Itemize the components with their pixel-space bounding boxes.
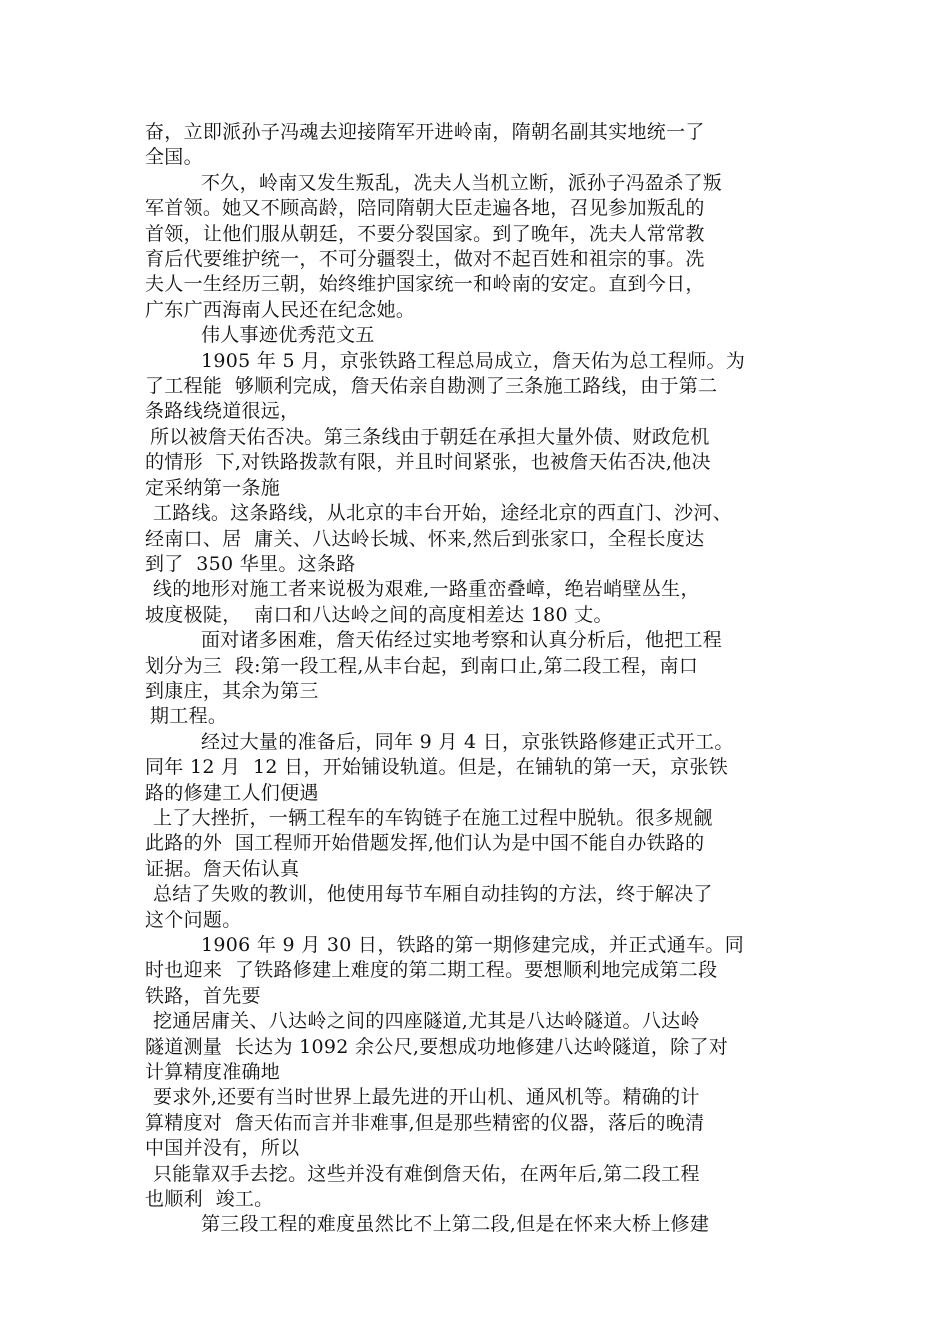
text-line: 上了大挫折，一辆工程车的车钩链子在施工过程中脱轨。很多规觎	[153, 806, 713, 829]
text-line: 首领，让他们服从朝廷，不要分裂国家。到了晚年，冼夫人常常教	[145, 222, 705, 245]
text-line: 坡度极陡， 南口和八达岭之间的高度相差达 180 丈。	[145, 603, 613, 626]
text-line: 所以被詹天佑否决。第三条线由于朝廷在承担大量外债、财政危机	[150, 425, 710, 448]
text-line: 1906 年 9 月 30 日，铁路的第一期修建完成，并正式通车。同	[201, 934, 745, 956]
text-line: 挖通居庸关、八达岭之间的四座隧道,尤其是八达岭隧道。八达岭	[153, 1010, 700, 1033]
text-line: 划分为三 段:第一段工程,从丰台起，到南口止,第二段工程，南口	[145, 654, 699, 677]
text-line: 了工程能 够顺利完成，詹天佑亲自勘测了三条施工路线，由于第二	[145, 375, 718, 398]
text-line: 线的地形对施工者来说极为艰难,一路重峦叠嶂，绝岩峭壁丛生，	[153, 578, 700, 601]
document-body	[145, 120, 815, 1238]
text-line: 计算精度准确地	[145, 1061, 281, 1084]
text-line: 隧道测量 长达为 1092 余公尺,要想成功地修建八达岭隧道，除了对	[145, 1035, 729, 1058]
text-line: 只能靠双手去挖。这些并没有难倒詹天佑，在两年后,第二段工程	[153, 1162, 700, 1185]
text-line: 要求外,还要有当时世界上最先进的开山机、通风机等。精确的计	[153, 1086, 700, 1109]
text-line: 总结了失败的教训，他使用每节车厢自动挂钩的方法，终于解决了	[153, 883, 713, 906]
text-line: 广东广西海南人民还在纪念她。	[145, 298, 416, 321]
text-line: 的情形 下,对铁路拨款有限，并且时间紧张，也被詹天佑否决,他决	[145, 451, 711, 474]
text-line: 育后代要维护统一，不可分疆裂土，做对不起百姓和祖宗的事。冼	[145, 248, 705, 271]
text-line: 算精度对 詹天佑而言并非难事,但是那些精密的仪器，落后的晚清	[145, 1111, 705, 1134]
text-line: 夫人一生经历三朝，始终维护国家统一和岭南的安定。直到今日，	[145, 273, 705, 296]
text-line: 全国。	[145, 146, 203, 169]
text-line: 时也迎来 了铁路修建上难度的第二期工程。要想顺利地完成第二段	[145, 959, 718, 982]
text-line: 条路线绕道很远，	[145, 400, 300, 423]
text-line: 面对诸多困难，詹天佑经过实地考察和认真分析后，他把工程	[201, 629, 723, 652]
text-line: 证据。詹天佑认真	[145, 857, 300, 880]
text-line: 到了 350 华里。这条路	[145, 552, 356, 575]
text-line: 铁路，首先要	[145, 984, 261, 1007]
text-line: 路的修建工人们便遇	[145, 781, 319, 804]
text-line: 定采纳第一条施	[145, 476, 281, 499]
section-heading: 伟人事迹优秀范文五	[201, 324, 375, 347]
text-line: 不久，岭南又发生叛乱，冼夫人当机立断，派孙子冯盈杀了叛	[201, 171, 723, 194]
text-line: 1905 年 5 月，京张铁路工程总局成立，詹天佑为总工程师。为	[201, 349, 746, 372]
text-line: 也顺利 竣工。	[145, 1188, 274, 1211]
text-line: 到康庄，其余为第三	[145, 679, 319, 702]
text-line: 军首领。她又不顾高龄，陪同隋朝大臣走遍各地，召见参加叛乱的	[145, 197, 705, 220]
text-line: 同年 12 月 12 日，开始铺设轨道。但是，在铺轨的第一天，京张铁	[145, 756, 729, 779]
text-line: 奋，立即派孙子冯魂去迎接隋军开进岭南，隋朝名副其实地统一了	[145, 121, 705, 143]
text-line: 此路的外 国工程师开始借题发挥,他们认为是中国不能自办铁路的	[145, 832, 705, 855]
text-line: 第三段工程的难度虽然比不上第二段,但是在怀来大桥上修建	[201, 1213, 710, 1236]
text-line: 期工程。	[150, 705, 228, 728]
text-line: 中国并没有，所以	[145, 1137, 300, 1160]
text-line: 这个问题。	[145, 908, 242, 931]
text-line: 经南口、居 庸关、八达岭长城、怀来,然后到张家口，全程长度达	[145, 527, 705, 550]
text-line: 经过大量的准备后，同年 9 月 4 日，京张铁路修建正式开工。	[201, 730, 734, 753]
text-line: 工路线。这条路线，从北京的丰台开始，途经北京的西直门、沙河、	[153, 502, 733, 525]
